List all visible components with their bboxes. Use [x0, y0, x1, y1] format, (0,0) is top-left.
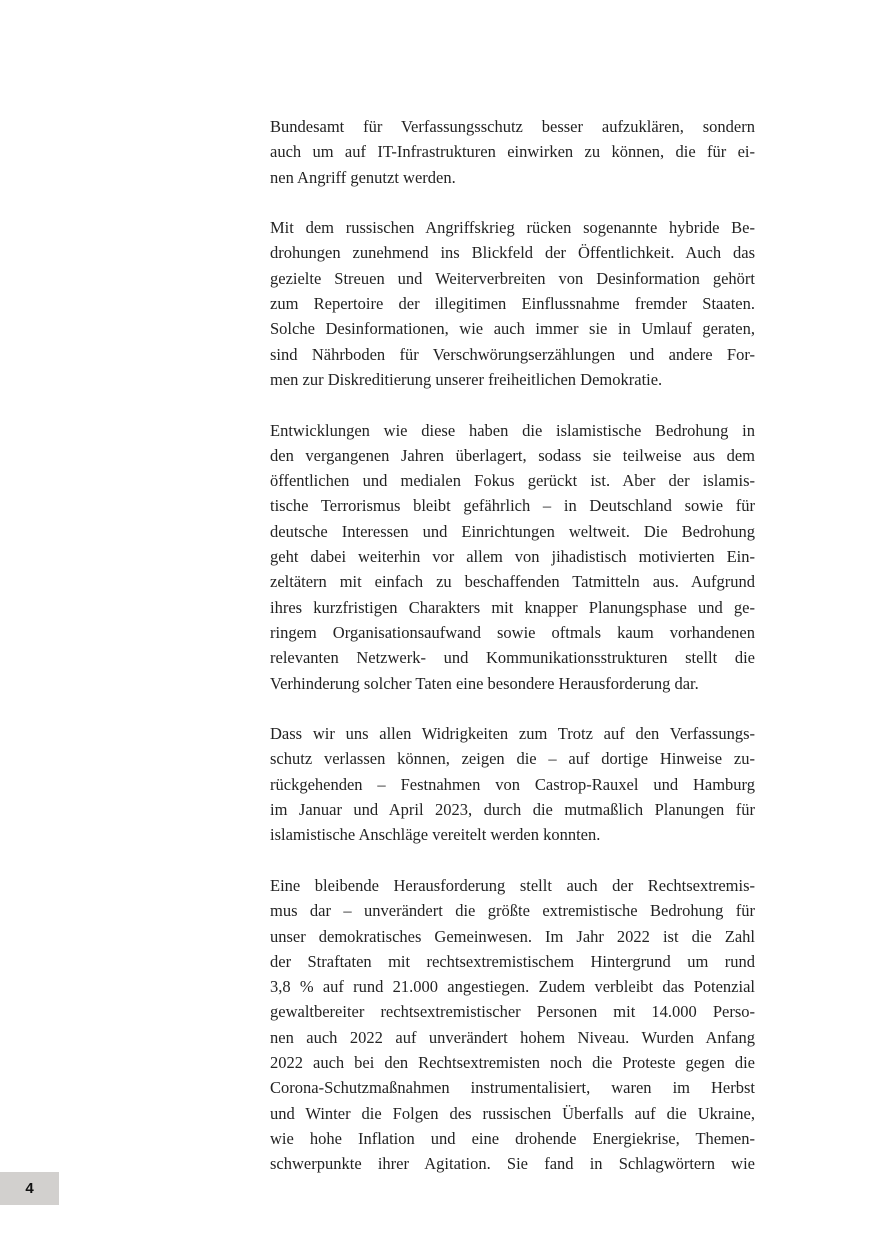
- text-line: Verhinderung solcher Taten eine besondere Herausforderung dar.: [270, 673, 699, 693]
- text-line: deutsche Interessen und Einrichtungen weltweit. Die Bedrohung: [270, 521, 755, 541]
- text-line: nen auch 2022 auf unverändert hohem Niveau. Wurden Anfang: [270, 1027, 755, 1047]
- text-line: Entwicklungen wie diese haben die islamistische Bedrohung in: [270, 420, 755, 440]
- text-line: schutz verlassen können, zeigen die – auf dortige Hinweise zu-: [270, 749, 755, 769]
- body-text: [270, 114, 755, 1202]
- text-line: zeltätern mit einfach zu beschaffenden Tatmitteln aus. Aufgrund: [270, 572, 755, 592]
- text-line: im Januar und April 2023, durch die mutmaßlich Planungen für: [270, 800, 755, 820]
- text-line: zum Repertoire der illegitimen Einflussnahme fremder Staaten.: [270, 294, 755, 314]
- text-line: nen Angriff genutzt werden.: [270, 167, 456, 187]
- text-line: schwerpunkte ihrer Agitation. Sie fand in Schlagwörtern wie: [270, 1154, 755, 1174]
- text-line: gewaltbereiter rechtsextremistischer Personen mit 14.000 Perso-: [270, 1002, 755, 1022]
- text-line: Dass wir uns allen Widrigkeiten zum Trotz auf den Verfassungs-: [270, 724, 755, 744]
- text-line: drohungen zunehmend ins Blickfeld der Öffentlichkeit. Auch das: [270, 243, 755, 263]
- text-line: Solche Desinformationen, wie auch immer sie in Umlauf geraten,: [270, 319, 755, 339]
- text-line: Bundesamt für Verfassungsschutz besser aufzuklären, sondern: [270, 117, 755, 136]
- text-line: Corona-Schutzmaßnahmen instrumentalisiert, waren im Herbst: [270, 1078, 755, 1098]
- text-line: und Winter die Folgen des russischen Überfalls auf die Ukraine,: [270, 1103, 755, 1123]
- text-line: geht dabei weiterhin vor allem von jihadistisch motivierten Ein-: [270, 547, 755, 567]
- paragraph: [270, 114, 755, 190]
- text-line: der Straftaten mit rechtsextremistischem Hintergrund um rund: [270, 951, 755, 971]
- paragraph: [270, 873, 755, 1177]
- page-number-box: [0, 1172, 59, 1205]
- text-line: Eine bleibende Herausforderung stellt auch der Rechtsextremis-: [270, 875, 755, 895]
- text-line: ihres kurzfristigen Charakters mit knapper Planungsphase und ge-: [270, 597, 755, 617]
- text-line: ringem Organisationsaufwand sowie oftmals kaum vorhandenen: [270, 622, 755, 642]
- text-line: relevanten Netzwerk- und Kommunikationsstrukturen stellt die: [270, 648, 755, 668]
- text-line: sind Nährboden für Verschwörungserzählungen und andere For-: [270, 344, 755, 364]
- text-line: mus dar – unverändert die größte extremistische Bedrohung für: [270, 901, 755, 921]
- text-line: 3,8 % auf rund 21.000 angestiegen. Zudem verbleibt das Potenzial: [270, 977, 755, 997]
- text-line: tische Terrorismus bleibt gefährlich – in Deutschland sowie für: [270, 496, 755, 516]
- paragraph: [270, 215, 755, 392]
- text-line: 2022 auch bei den Rechtsextremisten noch die Proteste gegen die: [270, 1052, 755, 1072]
- text-line: öffentlichen und medialen Fokus gerückt ist. Aber der islamis-: [270, 471, 755, 491]
- paragraph: [270, 418, 755, 696]
- text-line: Mit dem russischen Angriffskrieg rücken sogenannte hybride Be-: [270, 218, 755, 238]
- text-line: rückgehenden – Festnahmen von Castrop-Rauxel und Hamburg: [270, 774, 755, 794]
- text-line: unser demokratisches Gemeinwesen. Im Jahr 2022 ist die Zahl: [270, 926, 755, 946]
- paragraph: [270, 721, 755, 847]
- text-line: gezielte Streuen und Weiterverbreiten von Desinformation gehört: [270, 268, 755, 288]
- text-line: wie hohe Inflation und eine drohende Energiekrise, Themen-: [270, 1128, 755, 1148]
- page-number: 4: [25, 1180, 34, 1197]
- text-line: islamistische Anschläge vereitelt werden konnten.: [270, 825, 601, 845]
- text-line: auch um auf IT-Infrastrukturen einwirken zu können, die für ei-: [270, 142, 755, 162]
- text-line: den vergangenen Jahren überlagert, sodass sie teilweise aus dem: [270, 445, 755, 465]
- text-line: men zur Diskreditierung unserer freiheitlichen Demokratie.: [270, 369, 663, 389]
